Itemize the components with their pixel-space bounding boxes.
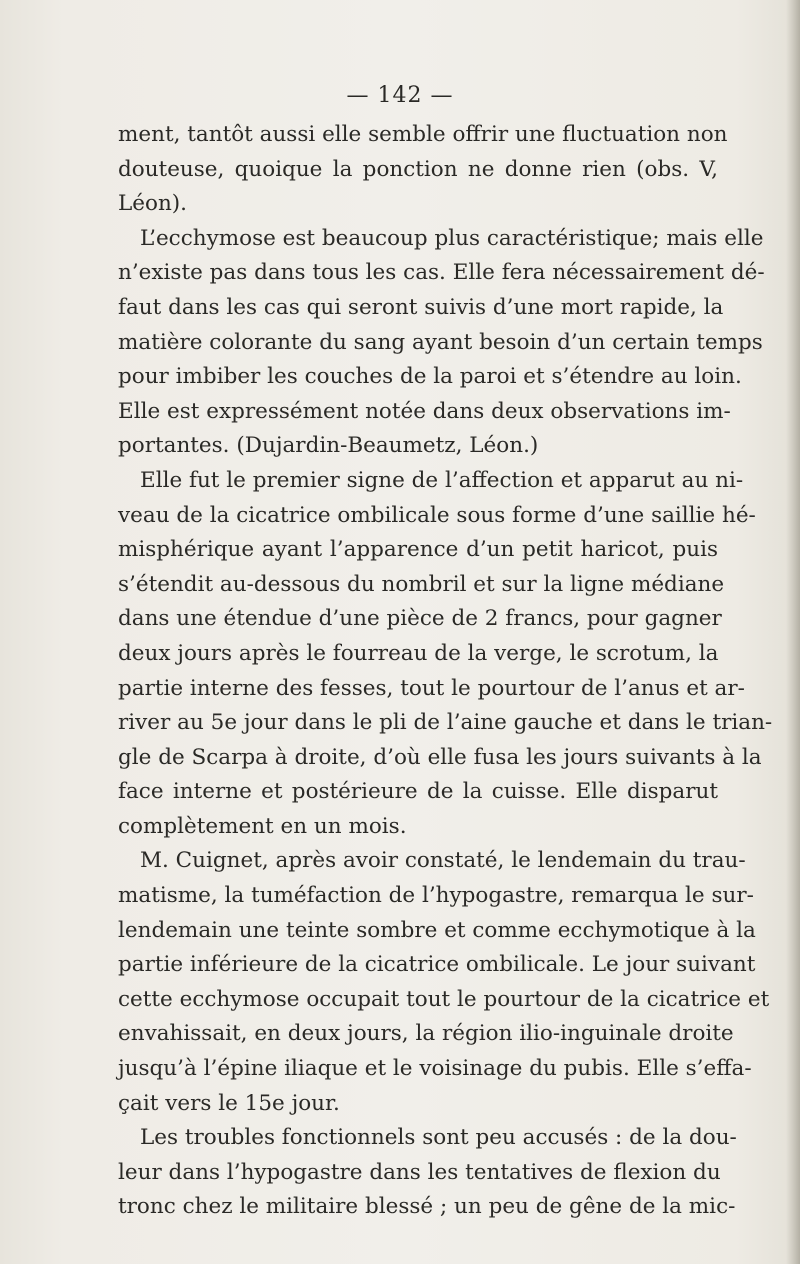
text-line: veau de la cicatrice ombilicale sous forme d’une saillie hé- <box>118 502 756 528</box>
text-line: deux jours après le fourreau de la verge, le scrotum, la <box>118 640 719 666</box>
text-line: tronc chez le militaire blessé ; un peu de gêne de la mic- <box>118 1194 736 1220</box>
page-number: — 142 — <box>346 83 454 108</box>
text-line: jusqu’à l’épine iliaque et le voisinage du pubis. Elle s’effa- <box>118 1056 752 1082</box>
text-line: misphérique ayant l’apparence d’un petit haricot, puis <box>118 537 718 563</box>
text-line: Elle est expressément notée dans deux observations im- <box>118 398 731 424</box>
text-line: face interne et postérieure de la cuisse. Elle disparut <box>118 779 718 805</box>
text-line: partie inférieure de la cicatrice ombilicale. Le jour suivant <box>118 952 756 978</box>
text-line: portantes. (Dujardin-Beaumetz, Léon.) <box>118 433 539 459</box>
text-line: dans une étendue d’une pièce de 2 francs, pour gagner <box>118 606 722 632</box>
text-line: river au 5e jour dans le pli de l’aine gauche et dans le trian- <box>118 710 773 736</box>
text-line: matière colorante du sang ayant besoin d’un certain temps <box>118 329 763 355</box>
text-line: M. Cuignet, après avoir constaté, le lendemain du trau- <box>140 848 746 874</box>
text-line: envahissait, en deux jours, la région ilio-inguinale droite <box>118 1021 734 1047</box>
text-line: leur dans l’hypogastre dans les tentatives de flexion du <box>118 1159 721 1185</box>
page-edge-shadow <box>786 0 800 1264</box>
text-line: matisme, la tuméfaction de l’hypogastre, remarqua le sur- <box>118 883 754 909</box>
text-line: çait vers le 15e jour. <box>118 1090 340 1116</box>
text-line: Elle fut le premier signe de l’affection et apparut au ni- <box>140 467 744 493</box>
text-line: lendemain une teinte sombre et comme ecchymotique à la <box>118 917 756 943</box>
text-line: gle de Scarpa à droite, d’où elle fusa les jours suivants à la <box>118 744 762 770</box>
text-line: complètement en un mois. <box>118 813 407 839</box>
text-line: faut dans les cas qui seront suivis d’une mort rapide, la <box>118 294 724 320</box>
text-line: Léon). <box>118 191 188 217</box>
text-line: douteuse, quoique la ponction ne donne rien (obs. V, <box>118 156 718 182</box>
text-line: ment, tantôt aussi elle semble offrir une fluctuation non <box>118 122 728 147</box>
text-line: L’ecchymose est beaucoup plus caractéristique; mais elle <box>140 225 764 251</box>
body-text <box>118 118 773 1225</box>
text-line: cette ecchymose occupait tout le pourtour de la cicatrice et <box>118 986 770 1012</box>
text-line: Les troubles fonctionnels sont peu accusés : de la dou- <box>140 1125 737 1151</box>
text-line: n’existe pas dans tous les cas. Elle fera nécessairement dé- <box>118 260 765 286</box>
text-line: pour imbiber les couches de la paroi et s’étendre au loin. <box>118 364 742 390</box>
text-line: partie interne des fesses, tout le pourtour de l’anus et ar- <box>118 675 745 701</box>
text-line: s’étendit au-dessous du nombril et sur la ligne médiane <box>118 571 725 597</box>
